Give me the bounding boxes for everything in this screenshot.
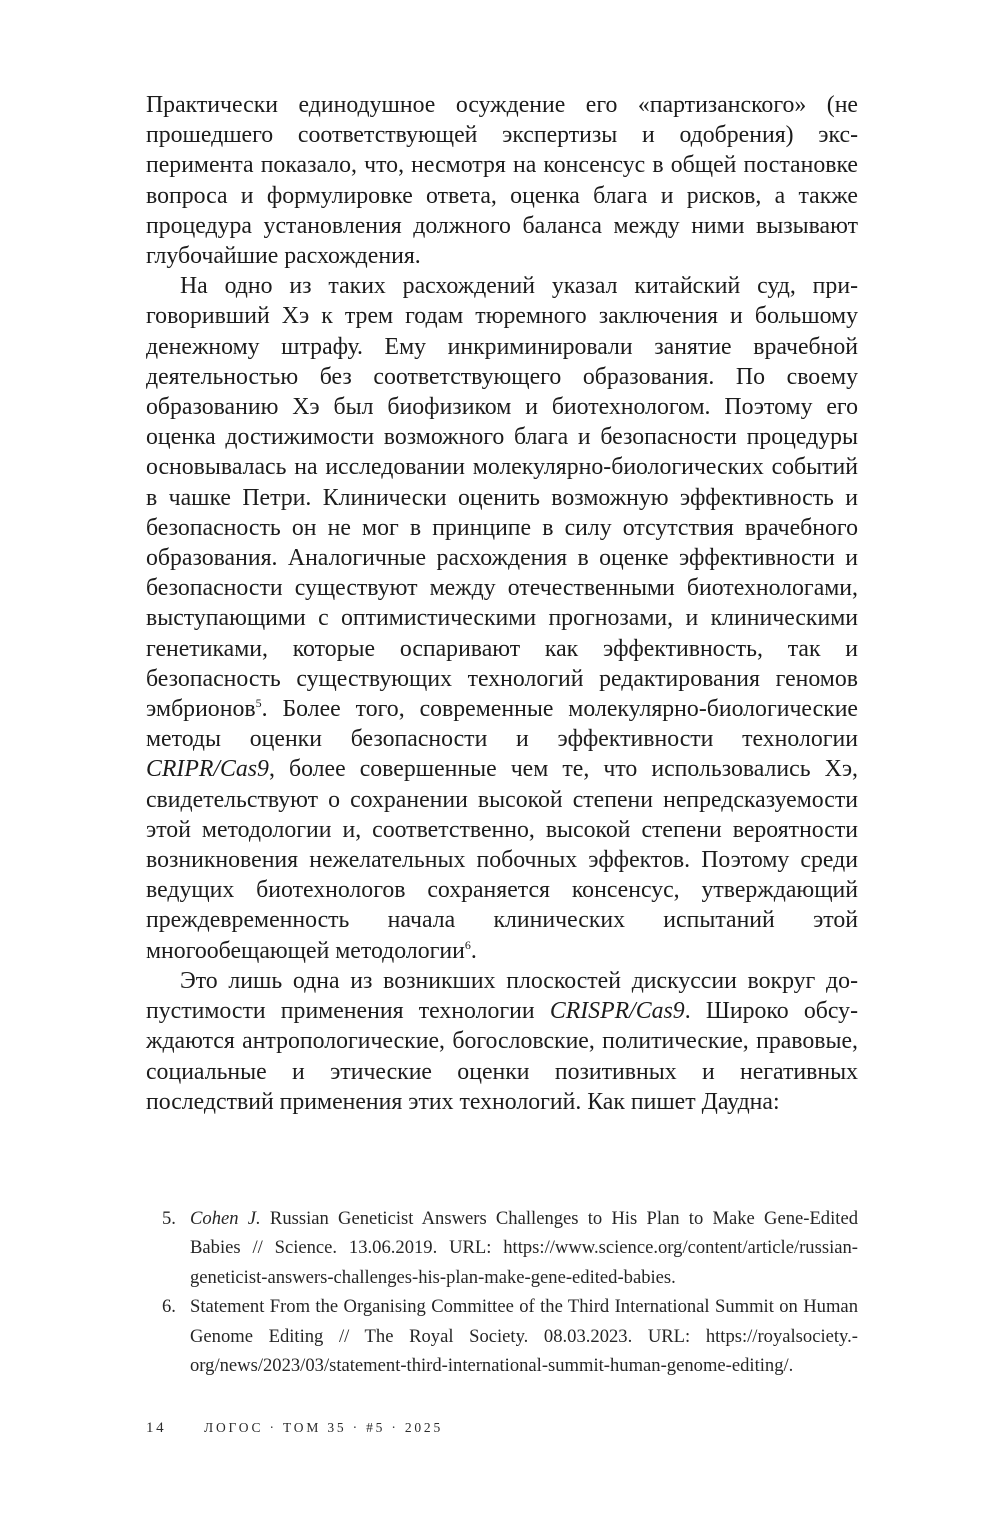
paragraph-3 xyxy=(146,966,858,1117)
paragraph-2-text-a: На одно из таких расхождений указал китайский суд, приговоривший Хэ к трем годам тюремного заключения и большому денежному штрафу. Ему инкриминировали занятие врачебной деятельностью без соответствующего образования. По своему образованию Хэ был биофизиком и биотехнологом. Поэтому его оценка достижимости возможного блага и безопасности процедуры основывалась на исследовании молекулярно-биологических событий в чашке Петри. Клинически оценить возможную эффективность и безопасность он не мог в принципе в силу отсутствия врачебного образования. Аналогичные расхождения в оценке эффективности и безопасности существуют между отечественными биотехнологами, выступающими с оптимистическими прогнозами, и клиническими генетиками, которые оспаривают как эффективность, так и безопасность существующих технологий редактирования геномов эмбрионов xyxy=(146,273,858,723)
paragraph-1-text: Практически единодушное осуждение его «партизанского» (не прошедшего соответствующей экспертизы и одобрения) эксперимента показало, что, несмотря на консенсус в общей постановке вопроса и формулировке ответа, оценка блага и рисков, а также процедура установления должного баланса между ними вызывают глубочайшие расхождения. xyxy=(146,92,858,270)
main-text xyxy=(146,90,858,1117)
footnote-5 xyxy=(162,1204,858,1292)
term-cripr-cas9: CRIPR/Cas9 xyxy=(146,756,269,783)
paragraph-2-text-c: , более совершенные чем те, что использовались Хэ, свидетельствуют о сохранении высокой степени непредсказуемости этой методологии и, соответственно, высокой степени вероятности возникновения нежелательных побочных эффектов. Поэтому среди ведущих биотехнологов сохраняется консенсус, утверждающий преждевременность начала клинических испытаний этой многообещающей методологии xyxy=(146,756,858,964)
footnotes xyxy=(162,1204,858,1380)
paragraph-1 xyxy=(146,90,858,271)
footnote-text: Statement From the Organising Committee of the Third International Summit on Human Genome Editing // The Royal Society. 08.03.2023. URL: https://royalsociety.org/news/2023/03/statement-third-international-summit-human-genome-editing/. xyxy=(190,1296,858,1377)
page-number: 14 xyxy=(146,1420,167,1436)
footnote-number: 5. xyxy=(162,1208,176,1229)
footnote-author: Cohen J. xyxy=(190,1208,261,1229)
running-footer xyxy=(146,1420,443,1437)
paragraph-3-text-b: . Широко обсуждаются антропологические, богословские, политические, правовые, социальные и этические оценки позитивных и негативных последствий применения этих технологий. Как пишет Даудна: xyxy=(146,998,858,1115)
footnote-6 xyxy=(162,1292,858,1380)
paragraph-3-text-a: Это лишь одна из возникших плоскостей дискуссии вокруг допустимости применения технологии xyxy=(146,967,858,1025)
paragraph-2-text-d: . xyxy=(470,937,477,964)
term-crispr-cas9: CRISPR/Cas9 xyxy=(549,998,685,1025)
footnote-ref-5[interactable]: 5 xyxy=(255,696,262,711)
footnote-ref-6[interactable]: 6 xyxy=(464,937,471,952)
footnote-number: 6. xyxy=(162,1296,176,1318)
paragraph-2 xyxy=(146,271,858,966)
footnote-text: Russian Geneticist Answers Challenges to His Plan to Make Gene-Edited Babies // Science. 13.06.2019. URL: https://www.science.org/content/article/russian-geneticist-answers-challenges-his-plan-make-gene-edited-babies. xyxy=(190,1208,858,1288)
journal-info: ЛОГОС · ТОМ 35 · #5 · 2025 xyxy=(204,1420,444,1435)
paragraph-2-text-b: . Более того, современные молекулярно-биологические методы оценки безопасности и эффективности технологии xyxy=(146,696,858,753)
